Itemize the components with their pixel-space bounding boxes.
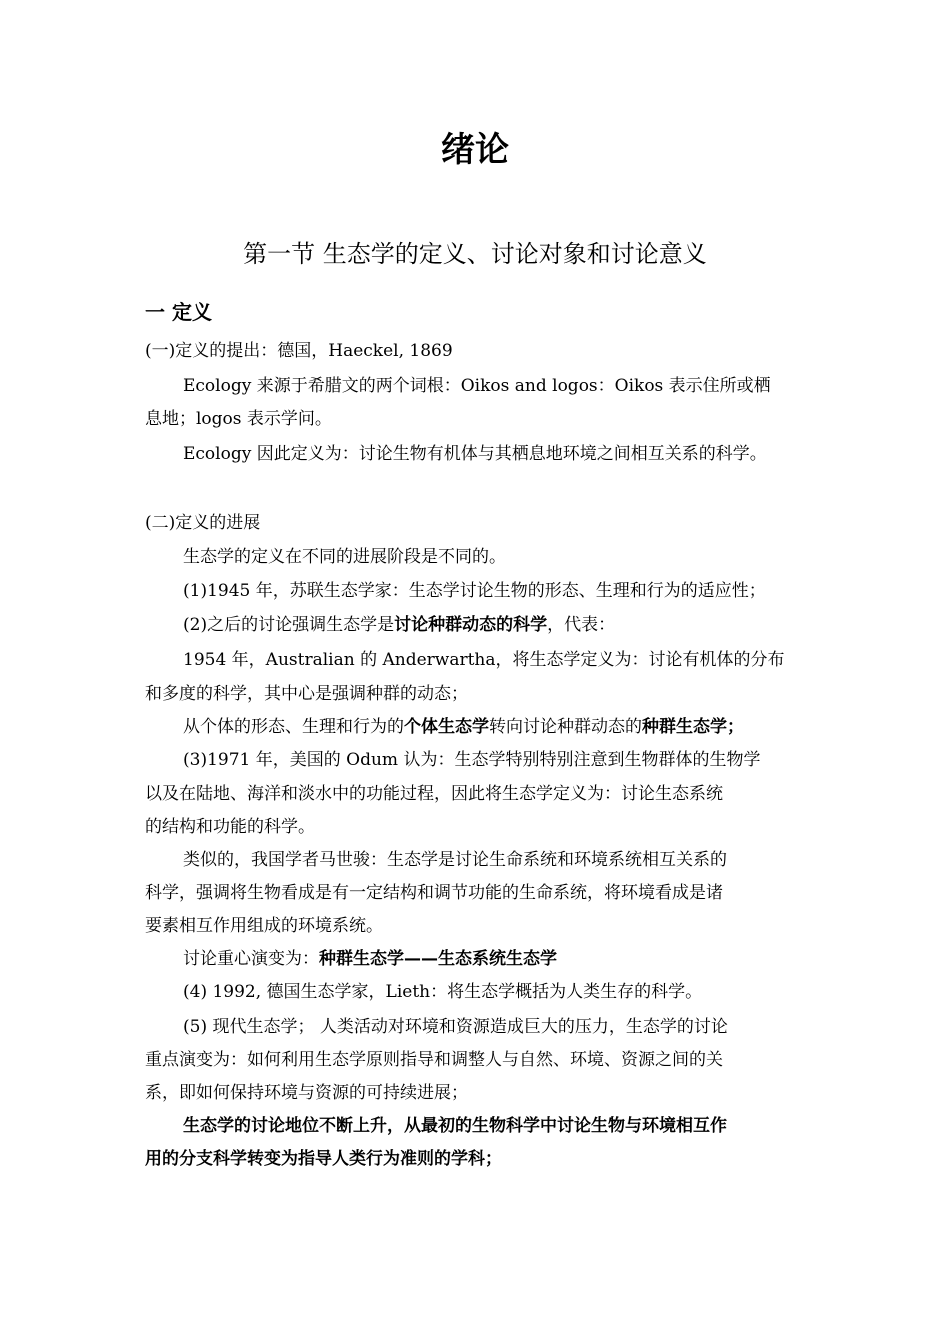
paragraph-line — [183, 948, 557, 970]
text-run: 从个体的形态、生理和行为的 — [183, 717, 404, 737]
paragraph-line: 1954 年，Australian 的 Anderwartha，将生态学定义为：讨论有机体的分布 — [183, 650, 785, 670]
bold-paragraph-line: 用的分支科学转变为指导人类行为准则的学科； — [145, 1149, 502, 1169]
paragraph-line: 息地；logos 表示学问。 — [145, 409, 332, 429]
paragraph-line: 系，即如何保持环境与资源的可持续进展； — [145, 1083, 468, 1103]
bold-paragraph-line: 生态学的讨论地位不断上升，从最初的生物科学中讨论生物与环境相互作 — [183, 1116, 727, 1136]
paragraph-line: 以及在陆地、海洋和淡水中的功能过程，因此将生态学定义为：讨论生态系统 — [145, 784, 723, 804]
text-run: ，代表： — [547, 615, 616, 635]
text-run: (2)之后的讨论强调生态学是 — [183, 615, 395, 635]
paragraph-line: 要素相互作用组成的环境系统。 — [145, 916, 383, 936]
paragraph-line: Ecology 因此定义为：讨论生物有机体与其栖息地环境之间相互关系的科学。 — [183, 444, 767, 464]
paragraph-line: 和多度的科学，其中心是强调种群的动态； — [145, 684, 468, 704]
paragraph-line: Ecology 来源于希腊文的两个词根：Oikos and logos：Oikos 表示住所或栖 — [183, 376, 771, 396]
paragraph-line: (1)1945 年，苏联生态学家：生态学讨论生物的形态、生理和行为的适应性； — [183, 581, 766, 601]
paragraph-line: (4) 1992, 德国生态学家，Lieth：将生态学概括为人类生存的科学。 — [183, 982, 703, 1002]
bold-text-run: 种群生态学； — [642, 717, 744, 737]
subheading-progress: (二)定义的进展 — [145, 513, 261, 533]
bold-text-run: 个体生态学 — [404, 717, 489, 737]
text-run: 讨论重心演变为： — [183, 949, 319, 969]
subheading-origin: (一)定义的提出：德国，Haeckel, 1869 — [145, 341, 453, 361]
paragraph-line: 科学，强调将生物看成是有一定结构和调节功能的生命系统，将环境看成是诸 — [145, 883, 723, 903]
paragraph-line: 类似的，我国学者马世骏：生态学是讨论生命系统和环境系统相互关系的 — [183, 850, 727, 870]
paragraph-line — [183, 614, 615, 636]
paragraph-line: 的结构和功能的科学。 — [145, 817, 315, 837]
paragraph-line: 重点演变为：如何利用生态学原则指导和调整人与自然、环境、资源之间的关 — [145, 1050, 723, 1070]
paragraph-line: 生态学的定义在不同的进展阶段是不同的。 — [183, 547, 506, 567]
paragraph-line: (3)1971 年，美国的 Odum 认为：生态学特别特别注意到生物群体的生物学 — [183, 750, 761, 770]
heading-definition: 一 定义 — [145, 300, 212, 324]
bold-text-run: 种群生态学——生态系统生态学 — [319, 949, 557, 969]
page-title: 绪论 — [441, 130, 509, 170]
paragraph-line: (5) 现代生态学； 人类活动对环境和资源造成巨大的压力，生态学的讨论 — [183, 1017, 728, 1037]
paragraph-line — [183, 716, 744, 738]
section-title: 第一节 生态学的定义、讨论对象和讨论意义 — [243, 240, 707, 268]
text-run: 转向讨论种群动态的 — [489, 717, 642, 737]
bold-text-run: 讨论种群动态的科学 — [394, 615, 548, 635]
